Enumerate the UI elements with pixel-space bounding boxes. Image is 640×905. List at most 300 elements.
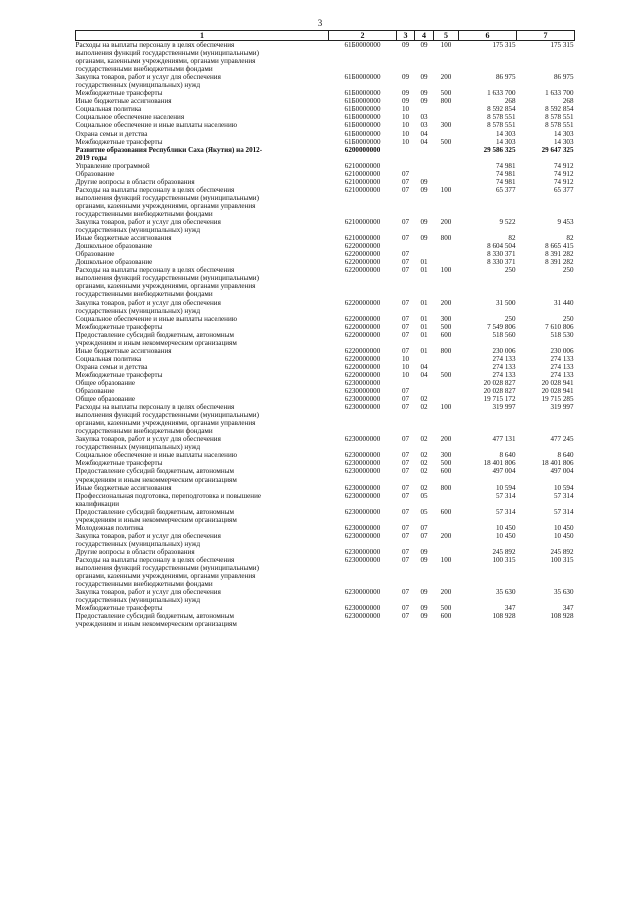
amount-year2-cell: 100 315	[550, 556, 574, 564]
amount-year2-cell: 250	[562, 314, 574, 323]
amount-year2-cell: 8 640	[557, 451, 574, 460]
expense-name-cell	[76, 363, 329, 371]
expense-name-cell	[76, 138, 329, 146]
code-cell: 6220000000	[344, 346, 381, 355]
subsection-cell: 02	[420, 395, 428, 404]
amount-year1-cell: 230 006	[492, 346, 516, 355]
code-cell: 6230000000	[344, 483, 381, 492]
code-cell: 6230000000	[344, 556, 381, 564]
table-row	[76, 299, 575, 315]
expense-type-cell	[434, 492, 459, 508]
expense-name-cell	[76, 234, 329, 242]
table-row	[76, 250, 575, 258]
table-row	[76, 97, 575, 105]
expense-type-cell: 500	[440, 322, 452, 331]
code-cell: 6220000000	[344, 322, 381, 331]
expense-name-line: Межбюджетные трансферты	[75, 459, 163, 468]
amount-year1-cell: 86 975	[495, 73, 516, 82]
expense-type-cell: 500	[440, 370, 452, 379]
expense-name-line: Иные бюджетные ассигнования	[75, 97, 172, 106]
amount-year1-cell: 35 630	[495, 588, 516, 597]
expense-name-line: Закупка товаров, работ и услуг для обеспечения	[75, 588, 221, 597]
amount-year1-cell: 319 997	[492, 403, 516, 412]
expense-type-cell: 500	[440, 459, 452, 468]
code-cell: 6210000000	[344, 169, 381, 178]
expense-type-cell: 200	[440, 588, 452, 597]
expense-type-cell	[434, 363, 459, 371]
amount-year1-cell: 8 640	[499, 451, 516, 460]
amount-year1-cell: 65 377	[495, 185, 516, 194]
expense-name-cell	[76, 170, 329, 178]
expense-name-cell	[76, 73, 329, 89]
expense-type-cell	[434, 178, 459, 186]
expense-name-line: государственными внебюджетными фондами	[75, 580, 213, 589]
expense-name-line: государственных (муниципальных) нужд	[75, 539, 201, 548]
subsection-cell: 01	[420, 346, 428, 355]
amount-year1-cell: 268	[504, 97, 516, 106]
code-cell: 6210000000	[344, 185, 381, 194]
amount-year2-cell: 57 314	[553, 507, 574, 516]
code-cell: 6230000000	[344, 387, 381, 396]
subsection-cell: 02	[420, 483, 428, 492]
expense-name-line: Иные бюджетные ассигнования	[75, 483, 172, 492]
code-cell: 6230000000	[344, 588, 381, 597]
expense-name-cell	[76, 467, 329, 483]
table-row	[76, 170, 575, 178]
subsection-cell: 09	[420, 604, 428, 613]
code-cell: 6230000000	[344, 467, 381, 476]
column-header-1: 1	[76, 31, 329, 41]
section-cell: 07	[401, 322, 410, 331]
expense-name-cell	[76, 299, 329, 315]
subsection-cell: 07	[420, 523, 428, 532]
section-cell: 07	[401, 612, 410, 621]
amount-year2-cell: 8 578 551	[545, 121, 574, 130]
expense-name-cell	[76, 355, 329, 363]
code-cell: 6230000000	[344, 547, 381, 556]
amount-year2-cell: 274 133	[550, 362, 574, 371]
amount-year1-cell: 29 586 325	[483, 145, 516, 154]
expense-type-cell	[434, 379, 459, 387]
amount-year2-cell: 57 314	[553, 491, 574, 500]
expense-name-line: государственными внебюджетными фондами	[75, 209, 213, 218]
expense-type-cell: 200	[440, 298, 452, 307]
amount-year2-cell: 9 453	[557, 218, 574, 227]
amount-year1-cell: 14 303	[495, 137, 516, 146]
column-header-6: 6	[459, 31, 517, 41]
subsection-cell: 01	[420, 322, 428, 331]
amount-year2-cell: 86 975	[553, 73, 574, 82]
expense-type-cell	[434, 170, 459, 178]
section-cell: 07	[401, 395, 410, 404]
subsection-cell: 03	[420, 113, 428, 122]
expense-name-cell	[76, 451, 329, 459]
expense-type-cell: 800	[440, 346, 452, 355]
amount-year1-cell: 8 592 854	[487, 105, 516, 114]
amount-year2-cell: 65 377	[553, 185, 574, 194]
amount-year2-cell: 10 450	[553, 523, 574, 532]
expense-name-line: Социальное обеспечение населения	[75, 113, 185, 122]
code-cell: 6230000000	[344, 491, 381, 500]
expense-name-line: выполнения функций государственными (муниципальными)	[75, 49, 259, 58]
expense-name-line: Молодежная политика	[75, 523, 144, 532]
table-row	[76, 258, 575, 266]
amount-year2-cell: 82	[566, 234, 574, 243]
code-cell: 61Б0000000	[344, 41, 381, 49]
table-row	[76, 379, 575, 387]
expense-name-cell	[76, 387, 329, 395]
expense-type-cell	[434, 250, 459, 258]
amount-year1-cell: 31 500	[495, 298, 516, 307]
expense-name-line: Образование	[75, 387, 115, 396]
table-row	[76, 105, 575, 113]
subsection-cell	[415, 387, 434, 395]
expense-type-cell: 200	[440, 435, 452, 444]
section-cell: 07	[401, 314, 410, 323]
expense-name-line: Образование	[75, 169, 115, 178]
expense-name-cell	[76, 435, 329, 451]
amount-year1-cell: 1 633 700	[487, 89, 516, 98]
expense-name-cell	[76, 323, 329, 331]
expense-type-cell: 300	[440, 314, 452, 323]
amount-year2-cell: 268	[562, 97, 574, 106]
expense-name-cell	[76, 492, 329, 508]
code-cell: 61Б0000000	[344, 73, 381, 82]
expense-type-cell: 500	[440, 137, 452, 146]
amount-year1-cell: 8 578 551	[487, 113, 516, 122]
expense-name-line: Другие вопросы в области образования	[75, 547, 195, 556]
subsection-cell: 04	[420, 362, 428, 371]
subsection-cell: 01	[420, 314, 428, 323]
amount-year1-cell: 74 981	[495, 161, 516, 170]
code-cell: 6200000000	[344, 145, 381, 154]
expense-name-cell	[76, 588, 329, 604]
expense-name-line: Образование	[75, 250, 115, 259]
code-cell: 6230000000	[344, 403, 381, 412]
subsection-cell: 02	[420, 451, 428, 460]
subsection-cell	[415, 242, 434, 250]
amount-year1-cell: 245 892	[492, 547, 516, 556]
table-row	[76, 451, 575, 459]
section-cell	[397, 146, 415, 162]
code-cell: 6210000000	[344, 218, 381, 227]
expense-type-cell: 200	[440, 73, 452, 82]
code-cell: 6210000000	[344, 161, 381, 170]
subsection-cell: 09	[420, 89, 428, 98]
code-cell: 6230000000	[344, 612, 381, 621]
subsection-cell: 04	[420, 370, 428, 379]
code-cell: 6230000000	[344, 451, 381, 460]
expense-name-cell	[76, 484, 329, 492]
expense-name-line: Закупка товаров, работ и услуг для обеспечения	[75, 218, 221, 227]
expense-name-cell	[76, 556, 329, 588]
expense-name-line: Другие вопросы в области образования	[75, 177, 195, 186]
code-cell: 6220000000	[344, 354, 381, 363]
expense-type-cell: 500	[440, 604, 452, 613]
expense-name-cell	[76, 146, 329, 162]
table-row	[76, 604, 575, 612]
subsection-cell	[415, 250, 434, 258]
expense-type-cell: 100	[440, 266, 452, 275]
section-cell: 10	[401, 113, 410, 122]
amount-year1-cell: 82	[508, 234, 516, 243]
amount-year1-cell: 497 004	[492, 467, 516, 476]
subsection-cell	[415, 379, 434, 387]
expense-type-cell: 300	[440, 121, 452, 130]
amount-year2-cell: 10 450	[553, 531, 574, 540]
table-row	[76, 218, 575, 234]
subsection-cell: 09	[420, 218, 428, 227]
code-cell: 6230000000	[344, 604, 381, 613]
expense-name-line: Межбюджетные трансферты	[75, 322, 163, 331]
amount-year2-cell: 19 715 285	[541, 395, 574, 404]
table-row	[76, 556, 575, 588]
expense-name-line: учреждениям и иным некоммерческим организациям	[75, 620, 237, 629]
section-cell: 10	[401, 121, 410, 130]
expense-name-line: Иные бюджетные ассигнования	[75, 234, 172, 243]
expense-name-line: Социальное обеспечение и иные выплаты населению	[75, 121, 238, 130]
section-cell: 07	[401, 387, 410, 396]
expense-type-cell: 600	[440, 612, 452, 621]
section-cell: 07	[401, 258, 410, 267]
amount-year2-cell: 74 912	[553, 177, 574, 186]
expense-name-line: Общее образование	[75, 395, 136, 404]
expense-name-line: Закупка товаров, работ и услуг для обеспечения	[75, 435, 221, 444]
amount-year1-cell: 10 594	[495, 483, 516, 492]
expense-type-cell	[434, 242, 459, 250]
code-cell: 6220000000	[344, 370, 381, 379]
table-row	[76, 363, 575, 371]
amount-year2-cell: 175 315	[550, 41, 574, 49]
expense-name-line: Расходы на выплаты персоналу в целях обеспечения	[75, 556, 235, 564]
table-row	[76, 435, 575, 451]
section-cell: 07	[401, 531, 410, 540]
table-row	[76, 130, 575, 138]
amount-year2-cell: 7 610 806	[545, 322, 574, 331]
amount-year1-cell: 8 330 371	[487, 250, 516, 259]
section-cell: 07	[401, 491, 410, 500]
subsection-cell: 01	[420, 266, 428, 275]
section-cell: 10	[401, 370, 410, 379]
expense-type-cell: 600	[440, 507, 452, 516]
table-row	[76, 73, 575, 89]
code-cell: 6230000000	[344, 523, 381, 532]
amount-year1-cell: 347	[504, 604, 516, 613]
expense-name-line: Межбюджетные трансферты	[75, 137, 163, 146]
amount-year2-cell: 8 391 282	[545, 258, 574, 267]
expense-type-cell: 800	[440, 234, 452, 243]
expense-name-line: Социальная политика	[75, 105, 142, 114]
expense-name-line: государственных (муниципальных) нужд	[75, 596, 201, 605]
section-cell: 09	[401, 41, 410, 49]
code-cell: 6230000000	[344, 531, 381, 540]
code-cell: 61Б0000000	[344, 105, 381, 114]
subsection-cell: 09	[420, 588, 428, 597]
code-cell: 61Б0000000	[344, 97, 381, 106]
expense-name-line: Расходы на выплаты персоналу в целях обеспечения	[75, 403, 235, 412]
expense-type-cell	[434, 130, 459, 138]
expense-name-cell	[76, 178, 329, 186]
section-cell: 09	[401, 73, 410, 82]
subsection-cell	[415, 146, 434, 162]
amount-year2-cell: 245 892	[550, 547, 574, 556]
expense-name-line: Закупка товаров, работ и услуг для обеспечения	[75, 73, 221, 82]
expense-name-line: выполнения функций государственными (муниципальными)	[75, 274, 259, 283]
expense-name-line: Расходы на выплаты персоналу в целях обеспечения	[75, 266, 235, 275]
subsection-cell: 09	[420, 556, 428, 564]
expense-name-line: Общее образование	[75, 378, 136, 387]
amount-year2-cell: 14 303	[553, 137, 574, 146]
expense-name-line: государственными внебюджетными фондами	[75, 65, 213, 74]
table-row	[76, 588, 575, 604]
code-cell: 6220000000	[344, 242, 381, 251]
amount-year1-cell: 20 028 827	[483, 387, 516, 396]
section-cell: 10	[401, 105, 410, 114]
expense-type-cell: 100	[440, 41, 452, 49]
expense-type-cell	[434, 548, 459, 556]
expense-name-line: 2019 годы	[75, 153, 107, 162]
amount-year1-cell: 9 522	[499, 218, 516, 227]
expense-name-line: Охрана семьи и детства	[75, 362, 148, 371]
expense-name-line: государственных (муниципальных) нужд	[75, 226, 201, 235]
expense-name-line: Предоставление субсидий бюджетным, автономным	[75, 330, 234, 339]
amount-year1-cell: 175 315	[492, 41, 516, 49]
amount-year1-cell: 100 315	[492, 556, 516, 564]
header-row	[76, 31, 575, 41]
subsection-cell: 09	[420, 547, 428, 556]
column-header-3: 3	[397, 31, 415, 41]
table-row	[76, 234, 575, 242]
table-row	[76, 331, 575, 347]
expense-type-cell: 100	[440, 556, 452, 564]
subsection-cell	[415, 105, 434, 113]
code-cell: 6230000000	[344, 395, 381, 404]
section-cell: 07	[401, 467, 410, 476]
expense-type-cell	[434, 113, 459, 121]
expense-name-cell	[76, 258, 329, 266]
table-row	[76, 146, 575, 162]
expense-name-cell	[76, 41, 329, 74]
amount-year2-cell: 497 004	[550, 467, 574, 476]
amount-year1-cell: 274 133	[492, 362, 516, 371]
expense-name-cell	[76, 121, 329, 129]
amount-year1-cell: 8 330 371	[487, 258, 516, 267]
subsection-cell: 09	[420, 612, 428, 621]
section-cell: 10	[401, 362, 410, 371]
expense-name-line: государственных (муниципальных) нужд	[75, 306, 201, 315]
section-cell: 07	[401, 185, 410, 194]
section-cell: 07	[401, 330, 410, 339]
expense-name-line: Расходы на выплаты персоналу в целях обеспечения	[75, 185, 235, 194]
expense-type-cell	[434, 355, 459, 363]
amount-year2-cell: 8 592 854	[545, 105, 574, 114]
amount-year2-cell: 274 133	[550, 354, 574, 363]
code-cell: 6220000000	[344, 250, 381, 259]
amount-year2-cell: 518 530	[550, 330, 574, 339]
code-cell: 6230000000	[344, 435, 381, 444]
expense-name-cell	[76, 331, 329, 347]
code-cell: 6210000000	[344, 177, 381, 186]
page-number: 3	[317, 18, 323, 28]
expense-name-cell	[76, 612, 329, 628]
expense-name-cell	[76, 266, 329, 298]
expense-name-cell	[76, 250, 329, 258]
amount-year1-cell: 477 131	[492, 435, 516, 444]
expense-name-line: Предоставление субсидий бюджетным, автономным	[75, 467, 234, 476]
table-row	[76, 371, 575, 379]
column-header-2: 2	[329, 31, 397, 41]
table-row	[76, 508, 575, 524]
expense-type-cell	[434, 387, 459, 395]
expense-name-cell	[76, 242, 329, 250]
amount-year1-cell: 74 981	[495, 177, 516, 186]
expense-name-line: органами, казенными учреждениями, органами управления	[75, 57, 256, 66]
subsection-cell: 09	[420, 41, 428, 49]
expense-name-cell	[76, 403, 329, 435]
expense-name-cell	[76, 532, 329, 548]
section-cell	[397, 242, 415, 250]
table-row	[76, 113, 575, 121]
section-cell: 07	[401, 298, 410, 307]
expense-name-line: Дошкольное образование	[75, 242, 153, 251]
amount-year2-cell: 250	[562, 266, 574, 275]
budget-table	[75, 30, 575, 628]
expense-name-line: Социальная политика	[75, 354, 142, 363]
expense-name-line: Закупка товаров, работ и услуг для обеспечения	[75, 531, 221, 540]
amount-year2-cell: 14 303	[553, 129, 574, 138]
expense-name-line: Развитие образования Республики Саха (Якутия) на 2012-	[75, 145, 263, 154]
expense-name-cell	[76, 186, 329, 218]
expense-name-cell	[76, 315, 329, 323]
subsection-cell: 02	[420, 435, 428, 444]
code-cell: 61Б0000000	[344, 113, 381, 122]
expense-name-line: Межбюджетные трансферты	[75, 370, 163, 379]
table-row	[76, 548, 575, 556]
amount-year2-cell: 35 630	[553, 588, 574, 597]
section-cell: 07	[401, 483, 410, 492]
expense-name-cell	[76, 218, 329, 234]
amount-year2-cell: 319 997	[550, 403, 574, 412]
expense-type-cell	[434, 258, 459, 266]
expense-type-cell: 300	[440, 451, 452, 460]
code-cell: 6220000000	[344, 330, 381, 339]
expense-name-cell	[76, 524, 329, 532]
amount-year1-cell: 57 314	[495, 507, 516, 516]
code-cell: 6230000000	[344, 459, 381, 468]
amount-year2-cell: 274 133	[550, 370, 574, 379]
amount-year1-cell: 8 578 551	[487, 121, 516, 130]
table-row	[76, 323, 575, 331]
table-row	[76, 524, 575, 532]
code-cell: 6220000000	[344, 298, 381, 307]
table-row	[76, 532, 575, 548]
table-row	[76, 138, 575, 146]
expense-type-cell: 800	[440, 97, 452, 106]
code-cell: 61Б0000000	[344, 137, 381, 146]
expense-name-cell	[76, 347, 329, 355]
expense-name-line: учреждениям и иным некоммерческим организациям	[75, 475, 237, 484]
amount-year1-cell: 14 303	[495, 129, 516, 138]
expense-name-line: Дошкольное образование	[75, 258, 153, 267]
section-cell: 07	[401, 177, 410, 186]
section-cell: 10	[401, 129, 410, 138]
expense-type-cell: 800	[440, 483, 452, 492]
subsection-cell: 09	[420, 234, 428, 243]
amount-year1-cell: 18 401 806	[483, 459, 516, 468]
subsection-cell: 01	[420, 258, 428, 267]
section-cell: 07	[401, 234, 410, 243]
code-cell: 6220000000	[344, 266, 381, 275]
